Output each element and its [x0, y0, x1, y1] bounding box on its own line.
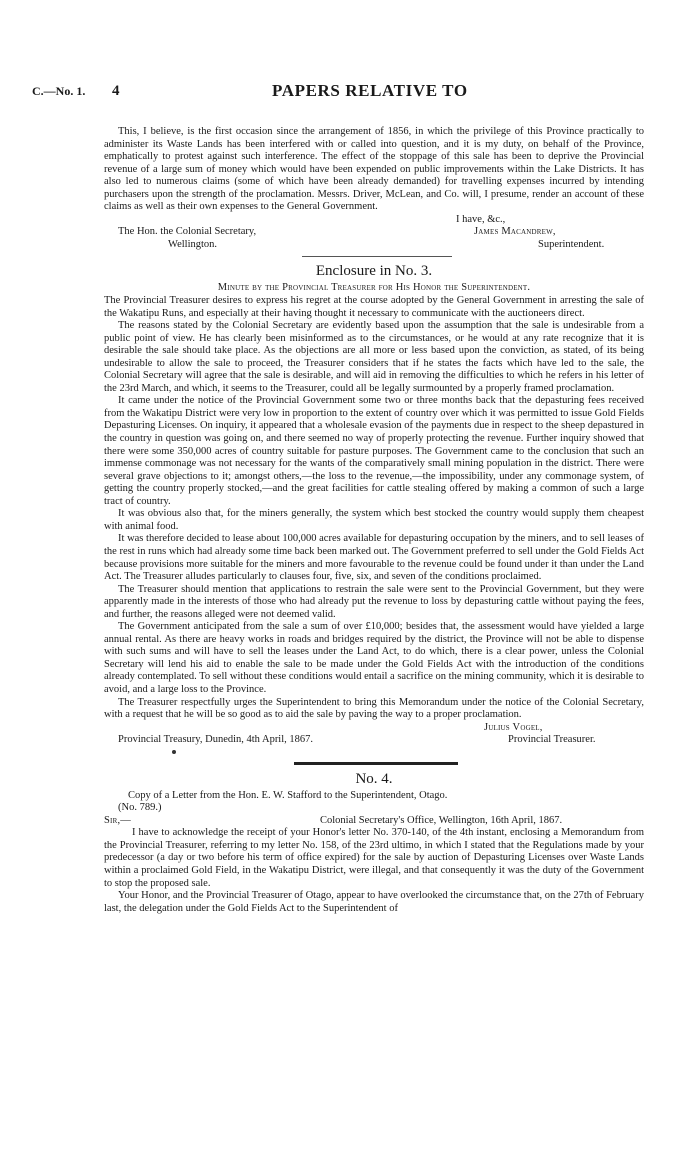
page-number: 4: [112, 83, 120, 99]
signatory-title: Superintendent.: [538, 238, 605, 250]
addressee-place: Wellington.: [168, 238, 218, 250]
addressee-place-line: [104, 239, 644, 252]
section-divider-thick: [294, 762, 458, 765]
ink-mark-row: [104, 747, 644, 757]
enclosure-signatory-title: Provincial Treasurer.: [508, 734, 596, 746]
no4-paragraph: I have to acknowledge the receipt of your Honor's letter No. 370-140, of the 4th instant, enclosing a Memorandum from the Provincial Treasurer, referring to my letter No. 158, of the 23rd ultimo, in which I stated that the Regulations made by your predecessor (a day or two before his term of office expired) for the sale by auction of Depasturing Licenses over Waste Lands within a proclaimed Gold Field, in the Wakatipu District, were illegal, and that consequently it was the duty of the Government to stop the proposed sale.: [104, 827, 644, 889]
enclosure-paragraph: The Treasurer respectfully urges the Superintendent to bring this Memorandum under the notice of the Colonial Secretary, with a request that he will be so good as to aid the sale by paving the way to a proper proclamation.: [104, 696, 644, 721]
no4-number: (No. 789.): [118, 802, 162, 814]
addressee-line: [104, 226, 644, 239]
enclosure-paragraph: It came under the notice of the Provincial Government some two or three months back that the depasturing fees received from the Wakatipu District were very low in proportion to the extent of country over which it was permitted to issue Gold Fields Depasturing Licenses. On inquiry, it appeared that a wholesale evasion of the payments due in respect to the sheep depastured in the country in question was going on, and there seemed no way of properly protecting the revenue. Further inquiry showed that there were some 350,000 acres of country suitable for pasture purposes. The Government came to the conclusion that such an immense commonage was not necessary for the wants of the comparatively small mining population in the district. There were several grave objections to it; amongst others,—the loss to the revenue,—the impossibility, under any commonage system, of getting the country properly stocked,—and the great facilities for cattle stealing offered by making a common of such a large tract of country.: [104, 395, 644, 507]
no4-heading: No. 4.: [355, 770, 393, 787]
page-header: [32, 81, 672, 104]
no4-paragraph: Your Honor, and the Provincial Treasurer of Otago, appear to have overlooked the circumstance that, on the 27th of February last, the delegation under the Gold Fields Act to the Superintendent of: [104, 890, 644, 914]
enclosure-paragraph: The Government anticipated from the sale a sum of over £10,000; besides that, the assessment would have yielded a large annual rental. As there are heavy works in roads and bridges required by the district, the Province will not be able to dispense with such sums and will have to sell the leases under the Land Act, to do which, there is a clear power, unless the Colonial Secretary will lend his aid to enable the sale to be made under the Gold Fields Act with the introduction of the conditions already contemplated. To sell without these conditions would entail a sacrifice on the mining community, which it is desirable to avoid, and a large loss to the Province.: [104, 621, 644, 695]
enclosure-paragraph: The Provincial Treasurer desires to express his regret at the course adopted by the General Government in arresting the sale of the Wakatipu Runs, and especially at their having thought it necessary to communicate with the auctioneers direct.: [104, 295, 644, 319]
enclosure-paragraph: It was therefore decided to lease about 100,000 acres available for depasturing occupation by the miners, and to sell leases of the rest in runs which had already some time back been marked out. The Government preferred to sell under the Gold Fields Act because provisions more suitable for the miners and more favourable to the revenue could be found under it than under the Land Act. The Treasurer alludes particularly to clauses four, five, six, and seven of the conditions proclaimed.: [104, 533, 644, 583]
signatory: James Macandrew,: [474, 226, 556, 238]
running-title: PAPERS RELATIVE TO: [272, 81, 468, 100]
enclosure-date-line: [104, 734, 644, 747]
enclosure-heading: Enclosure in No. 3.: [315, 263, 433, 280]
no4-place-date: Colonial Secretary's Office, Wellington, 16th April, 1867.: [320, 814, 563, 826]
salutation-line: [104, 815, 644, 828]
enclosure-signatory-line: [104, 722, 644, 735]
document-body: [104, 126, 644, 915]
salutation: Sir,—: [104, 814, 131, 826]
closing-line: [104, 214, 644, 227]
section-divider: [302, 256, 452, 257]
document-reference: C.—No. 1.: [32, 84, 86, 98]
enclosure-paragraph: It was obvious also that, for the miners generally, the system which best stocked the country would supply them cheapest with animal food.: [104, 508, 644, 532]
no4-subheading: [104, 790, 644, 803]
enclosure-signatory: Julius Vogel,: [484, 721, 543, 733]
minute-title: Minute by the Provincial Treasurer for His Honor the Superintendent.: [217, 282, 531, 294]
no4-subheading-text: Copy of a Letter from the Hon. E. W. Stafford to the Superintendent, Otago.: [128, 789, 448, 801]
closing-text: I have, &c.,: [456, 213, 506, 225]
letter-paragraph: This, I believe, is the first occasion since the arrangement of 1856, in which the privilege of this Province practically to administer its Waste Lands has been interfered with or called into question, and it is my duty, on behalf of the Province, emphatically to protest against such interference. The effect of the stoppage of this sale has been to deprive the Provincial revenue of a large sum of money which would have been expended on public improvements within the Lake Districts. It has also led to numerous claims (some of which have been already demanded) for travelling expenses incurred by intending purchasers upon the strength of the proclamation. Messrs. Driver, McLean, and Co. will, I presume, render an account of these claims as well as their own expenses to the General Government.: [104, 126, 644, 213]
ink-dot: [172, 750, 176, 754]
enclosure-paragraph: The reasons stated by the Colonial Secretary are evidently based upon the assumption that the sale is undesirable from a public point of view. He has clearly been misinformed as to the circumstances, or he would at any rate recognize that it is desirable the sale should take place. As the objections are all more or less based upon the conviction, as stated, of its being undesirable to allow the sale to proceed, the Treasurer considers that if he states the facts which have led to the sale, the Colonial Secretary will agree that the sale is desirable, and will aid in removing the difficulties to which he refers in his letter of the 23rd March, and which, it seems to the Treasurer, could all be legally surmounted by a properly framed proclamation.: [104, 320, 644, 394]
addressee: The Hon. the Colonial Secretary,: [118, 226, 257, 238]
enclosure-place-date: Provincial Treasury, Dunedin, 4th April, 1867.: [118, 734, 314, 746]
enclosure-paragraph: The Treasurer should mention that applications to restrain the sale were sent to the Provincial Government, but they were apparently made in the interests of those who had already put the revenue to loss by depasturing cattle without paying the fees, and further, the reasons alleged were not deemed valid.: [104, 583, 644, 620]
